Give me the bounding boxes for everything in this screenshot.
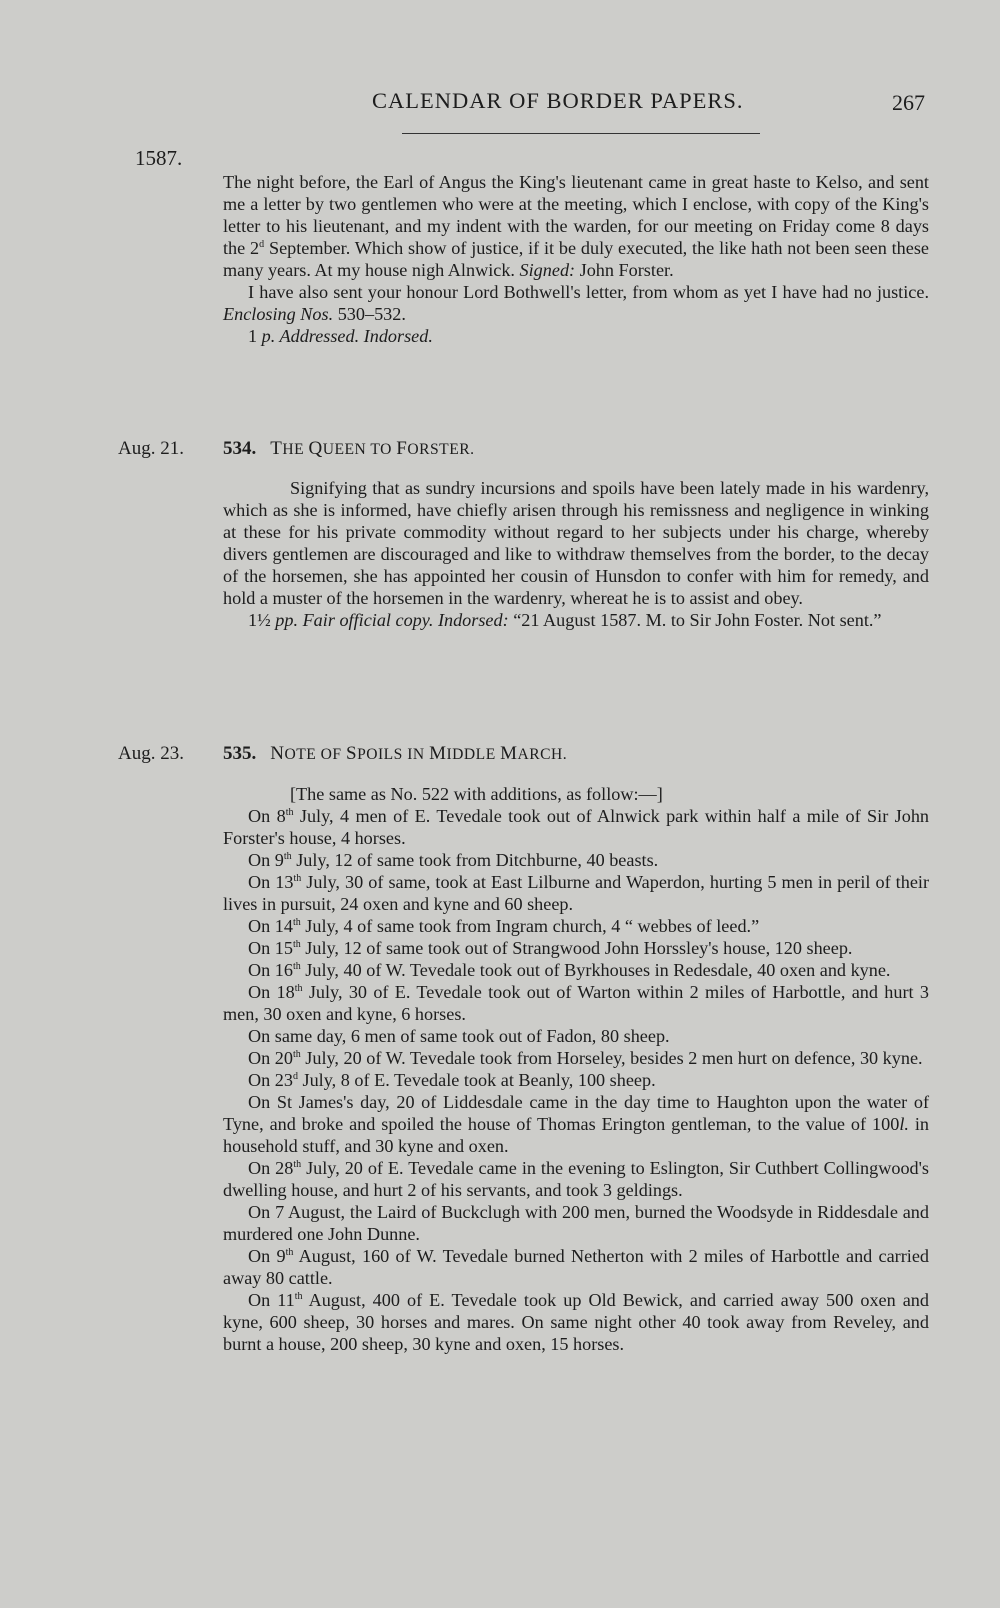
entry-number: 534. xyxy=(223,438,257,459)
list-item: On 13th July, 30 of same, took at East Lilburne and Waperdon, hurting 5 men in peril of their lives in pursuit, 24 oxen and kyne and 60 sheep. xyxy=(223,872,930,914)
spoils-list xyxy=(223,805,929,1355)
margin-year: 1587. xyxy=(135,146,183,170)
header-rule xyxy=(402,133,760,134)
entry-535-heading xyxy=(223,743,567,765)
running-title: CALENDAR OF BORDER PAPERS. xyxy=(372,88,744,113)
entry-535-date: Aug. 23. xyxy=(118,743,184,764)
previous-entry-continuation xyxy=(223,171,929,347)
entry-number: 535. xyxy=(223,743,257,764)
list-item: On 8th July, 4 men of E. Tevedale took out of Alnwick park within half a mile of Sir John Forster's house, 4 horses. xyxy=(223,806,930,848)
list-item: On 15th July, 12 of same took out of Strangwood John Horssley's house, 120 sheep. xyxy=(248,938,853,958)
list-item: On St James's day, 20 of Liddesdale came in the day time to Haughton upon the water of Tyne, and broke and spoiled the house of Thomas Erington gentleman, to the value of 100l. in household stuff, and 30 kyne and oxen. xyxy=(223,1092,930,1156)
paragraph: [The same as No. 522 with additions, as follow:—] xyxy=(290,784,663,804)
list-item: On 9th August, 160 of W. Tevedale burned Netherton with 2 miles of Harbottle and carried away 80 cattle. xyxy=(223,1246,929,1288)
list-item: On 18th July, 30 of E. Tevedale took out of Warton within 2 miles of Harbottle, and hurt 3 men, 30 oxen and kyne, 6 horses. xyxy=(223,982,930,1024)
list-item: On 16th July, 40 of W. Tevedale took out of Byrkhouses in Redesdale, 40 oxen and kyne. xyxy=(248,960,891,980)
list-item: On 14th July, 4 of same took from Ingram church, 4 “ webbes of leed.” xyxy=(248,916,760,936)
paragraph: I have also sent your honour Lord Bothwell's letter, from whom as yet I have had no justice. Enclosing Nos. 530–532. xyxy=(223,282,929,324)
running-head xyxy=(0,88,1000,122)
document-note: 1½ pp. Fair official copy. Indorsed: “21 August 1587. M. to Sir John Foster. Not sent.” xyxy=(248,610,882,630)
entry-535-body xyxy=(223,783,929,1355)
entry-534-body xyxy=(223,477,929,631)
list-item: On 20th July, 20 of W. Tevedale took from Horseley, besides 2 men hurt on defence, 30 kyne. xyxy=(248,1048,923,1068)
entry-title: THE QUEEN TO FORSTER. xyxy=(270,438,475,459)
page-number: 267 xyxy=(892,90,925,115)
list-item: On 28th July, 20 of E. Tevedale came in the evening to Eslington, Sir Cuthbert Collingwood's dwelling house, and hurt 2 of his servants, and took 3 geldings. xyxy=(223,1158,929,1200)
entry-534-date: Aug. 21. xyxy=(118,438,184,459)
paragraph: The night before, the Earl of Angus the King's lieutenant came in great haste to Kelso, and sent me a letter by two gentlemen who were at the meeting, which I enclose, with copy of the King's letter to his lieutenant, and my indent with the warden, for our meeting on Friday come 8 days the 2$^d$ September. Which show of justice, if it be duly executed, the like hath not been seen these many years. At my house nigh Alnwick. Signed: John Forster. xyxy=(223,172,929,280)
list-item: On same day, 6 men of same took out of Fadon, 80 sheep. xyxy=(248,1026,670,1046)
list-item: On 11th August, 400 of E. Tevedale took up Old Bewick, and carried away 500 oxen and kyne, 600 sheep, 30 horses and mares. On same night other 40 took away from Reveley, and burnt a house, 200 sheep, 30 kyne and oxen, 15 horses. xyxy=(223,1290,929,1354)
list-item: On 23$^d$ July, 8 of E. Tevedale took at Beanly, 100 sheep. xyxy=(248,1070,656,1090)
document-note: 1 p. Addressed. Indorsed. xyxy=(248,326,433,346)
list-item: On 9th July, 12 of same took from Ditchburne, 40 beasts. xyxy=(248,850,659,870)
paragraph: Signifying that as sundry incursions and spoils have been lately made in his wardenry, which as she is informed, have chiefly arisen through his remissness and negligence in winking at these for his private commodity without regard to her subjects under his charge, whereby divers gentlemen are discouraged and like to withdraw themselves from the border, to the decay of the horsemen, she has appointed her cousin of Hunsdon to confer with him for remedy, and hold a muster of the horsemen in the wardenry, whereat he is to assist and obey. xyxy=(223,478,929,608)
entry-534-heading xyxy=(223,438,475,460)
entry-title: NOTE OF SPOILS IN MIDDLE MARCH. xyxy=(270,743,568,764)
list-item: On 7 August, the Laird of Buckclugh with 200 men, burned the Woodsyde in Riddesdale and murdered one John Dunne. xyxy=(223,1202,929,1244)
